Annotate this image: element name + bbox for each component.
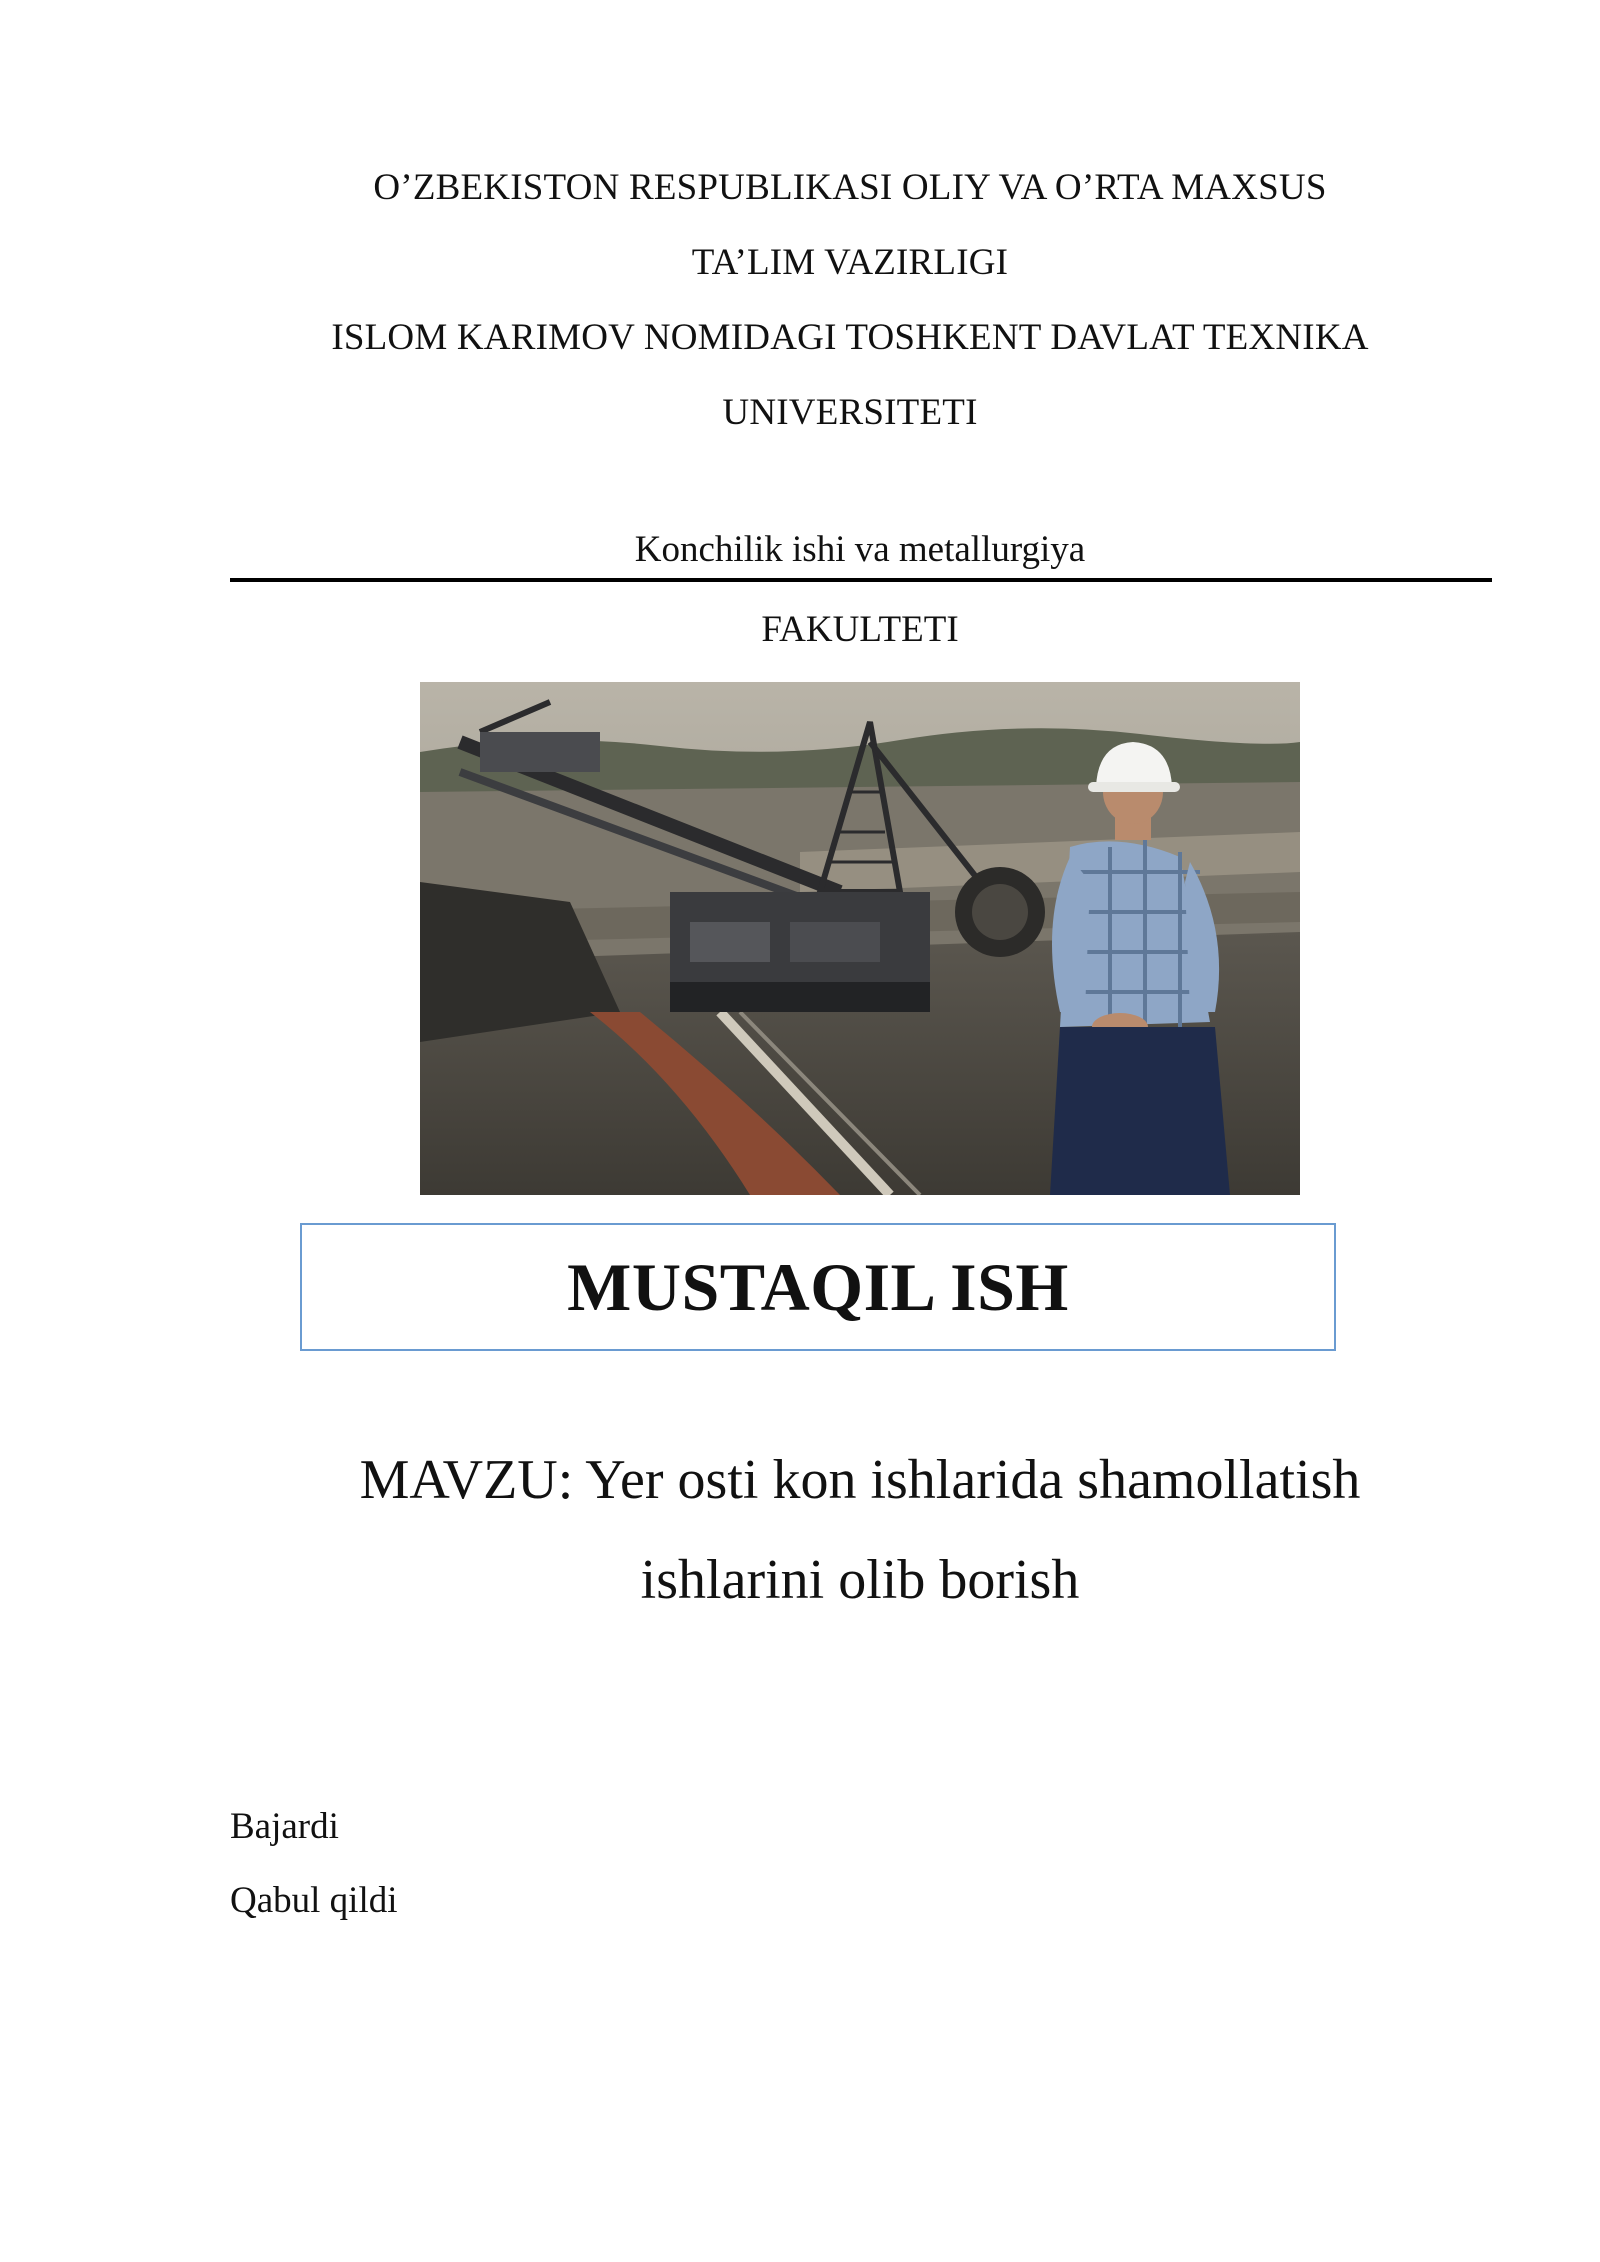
header-line-1: O’ZBEKISTON RESPUBLIKASI OLIY VA O’RTA MAXSUS xyxy=(373,167,1327,208)
ministry-header xyxy=(200,150,1500,450)
faculty-divider xyxy=(230,578,1492,582)
topic-block xyxy=(230,1430,1490,1630)
document-title: MUSTAQIL ISH xyxy=(567,1248,1069,1325)
header-line-4: UNIVERSITETI xyxy=(722,392,978,433)
photo-illustration xyxy=(420,682,1300,1195)
topic-line-2: ishlarini olib borish xyxy=(640,1549,1080,1611)
faculty-label: FAKULTETI xyxy=(761,609,959,650)
title-box xyxy=(300,1223,1336,1351)
signoff-block xyxy=(230,1790,398,1938)
mining-excavator-worker-photo xyxy=(420,682,1300,1195)
header-line-3: ISLOM KARIMOV NOMIDAGI TOSHKENT DAVLAT TEXNIKA xyxy=(331,317,1369,358)
faculty-name: Konchilik ishi va metallurgiya xyxy=(634,529,1086,570)
accepted-by-label: Qabul qildi xyxy=(230,1880,398,1921)
done-by-label: Bajardi xyxy=(230,1806,339,1847)
header-line-2: TA’LIM VAZIRLIGI xyxy=(691,242,1009,283)
topic-line-1: MAVZU: Yer osti kon ishlarida shamollatish xyxy=(359,1449,1361,1511)
